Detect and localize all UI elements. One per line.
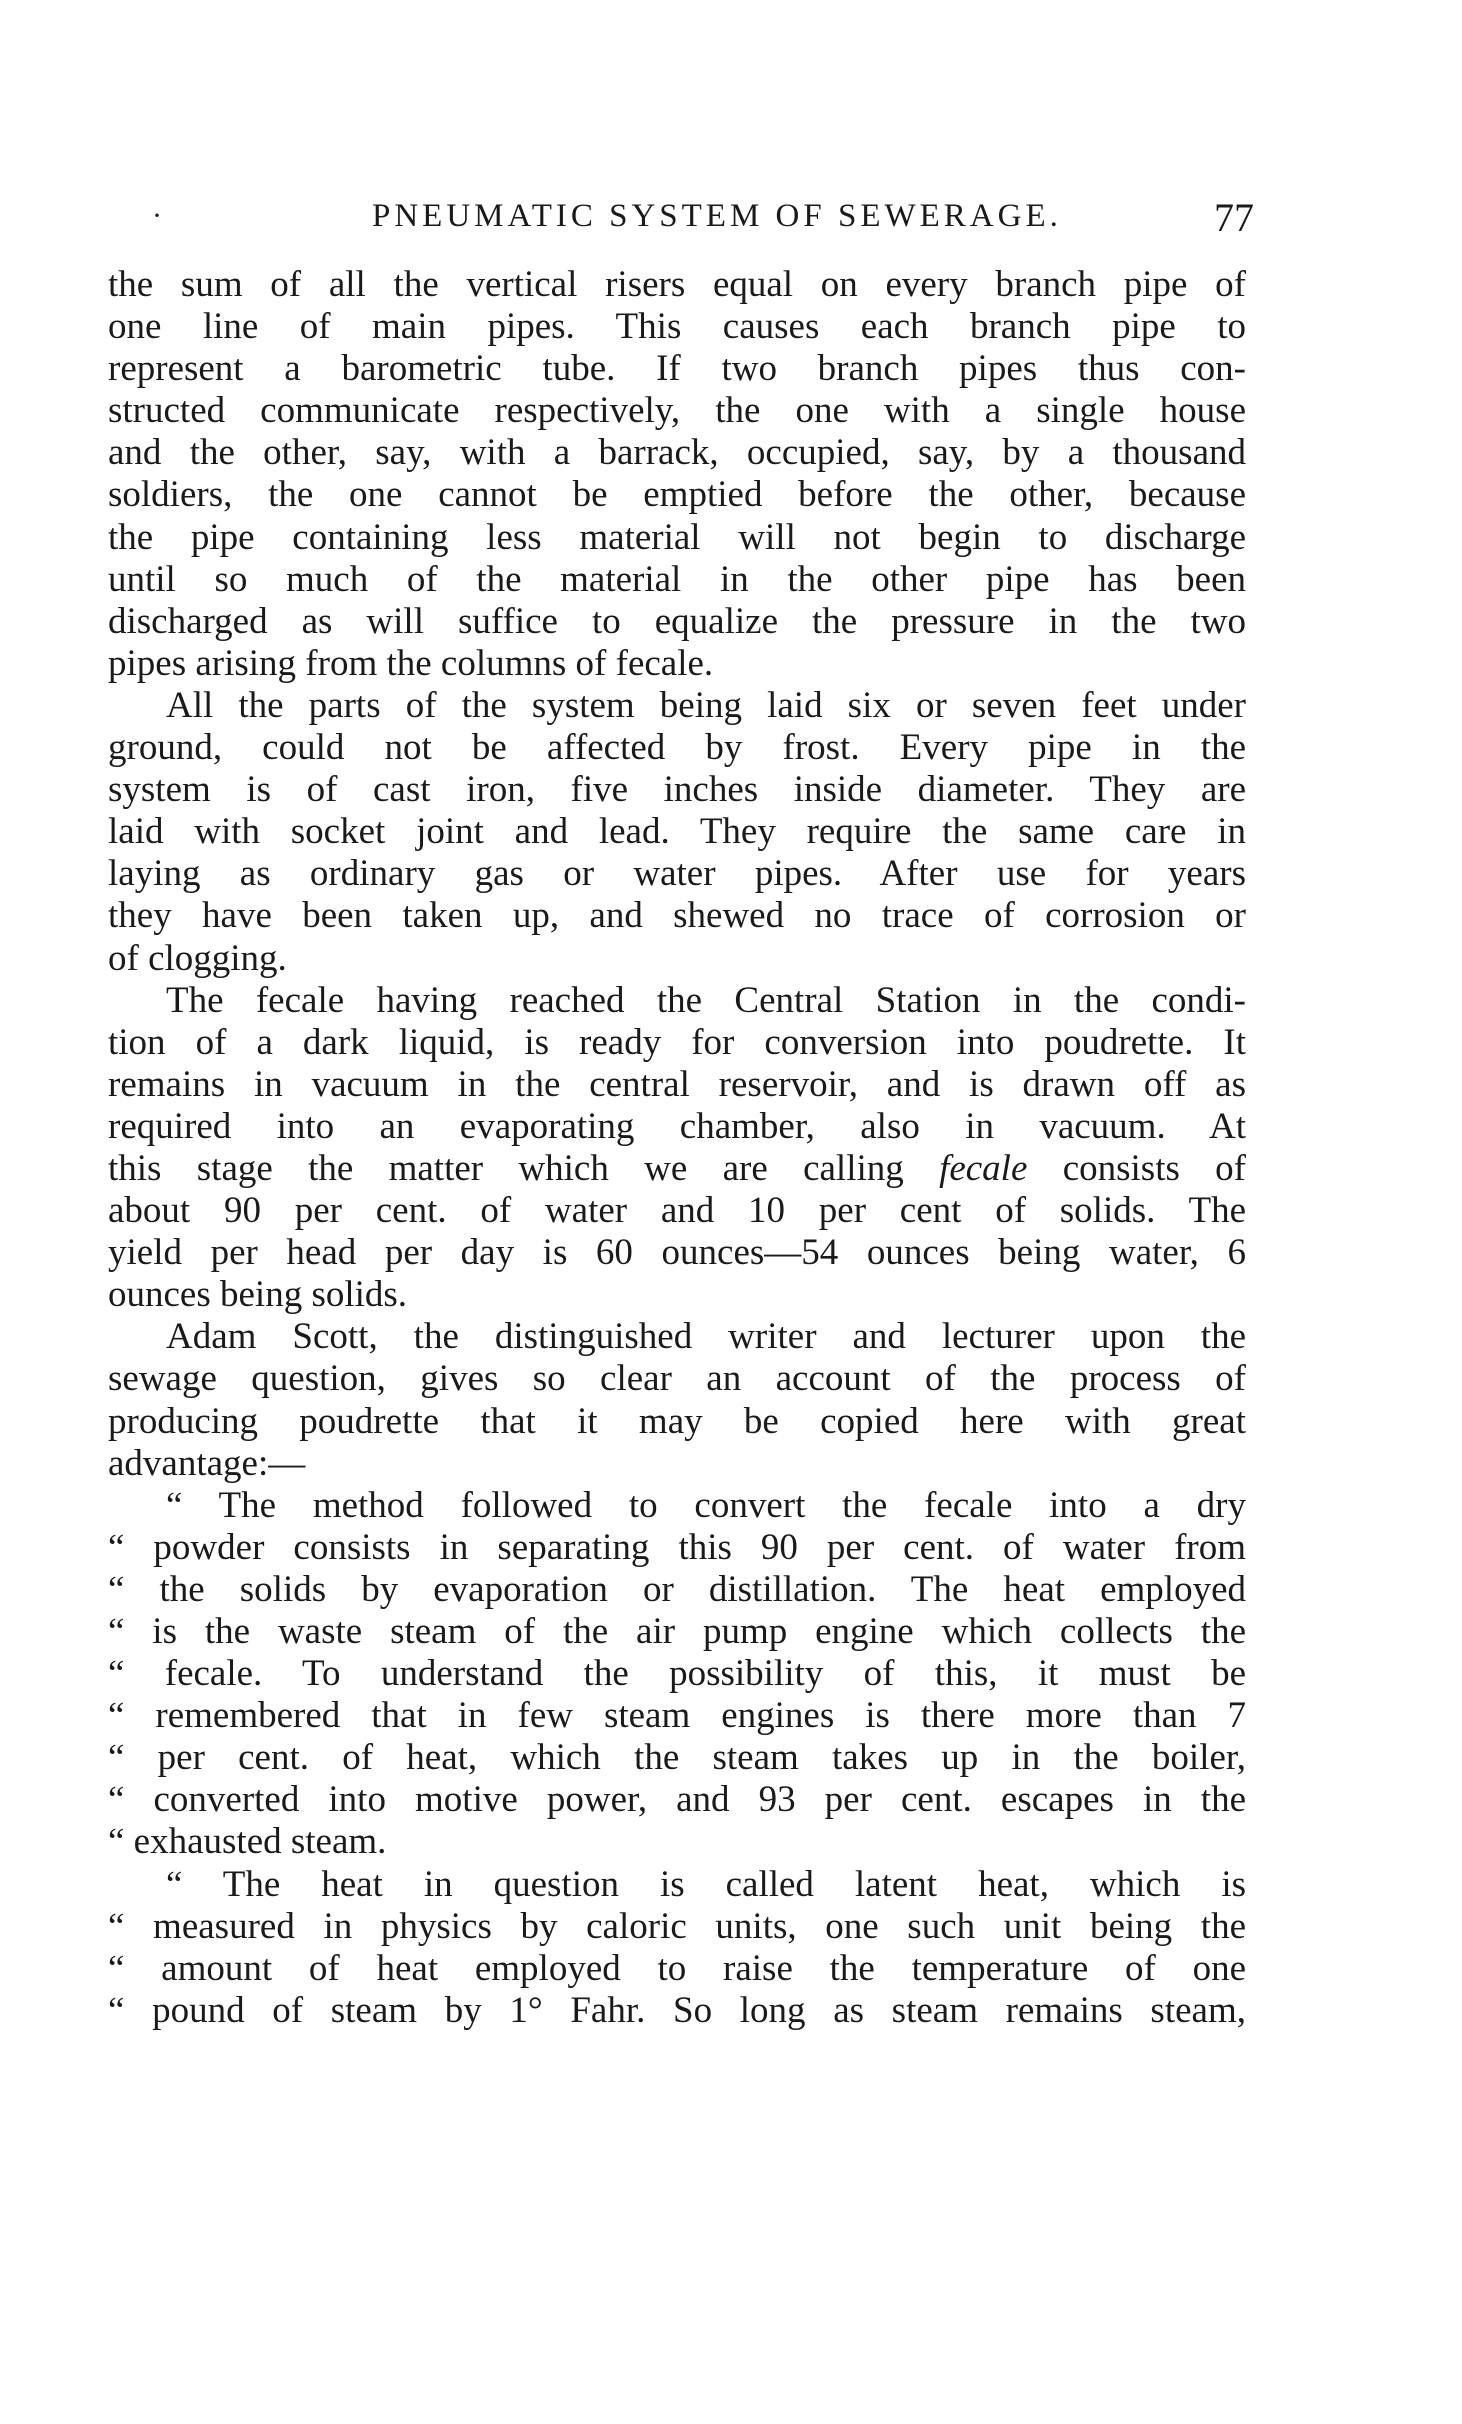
italic-term: fecale xyxy=(939,1147,1028,1189)
text-line: tion of a dark liquid, is ready for conversion into poudrette. It xyxy=(108,1021,1246,1063)
quote-line: “ exhausted steam. xyxy=(108,1821,387,1863)
quote-line: “ powder consists in separating this 90 per cent. of water from xyxy=(108,1526,1246,1568)
quote-line: “ The method followed to convert the fecale into a dry xyxy=(166,1484,1246,1526)
quote-line: “ per cent. of heat, which the steam takes up in the boiler, xyxy=(108,1737,1246,1779)
text-line: soldiers, the one cannot be emptied before the other, because xyxy=(108,474,1246,516)
quotation-paragraph-2 xyxy=(108,1864,1246,2032)
text-line: ounces being solids. xyxy=(108,1274,408,1316)
quote-line: “ the solids by evaporation or distillation. The heat employed xyxy=(108,1568,1246,1610)
text-line: producing poudrette that it may be copied here with great xyxy=(108,1400,1246,1442)
text-line: discharged as will suffice to equalize the pressure in the two xyxy=(108,600,1246,642)
text-line: All the parts of the system being laid six or seven feet under xyxy=(166,684,1246,726)
running-head xyxy=(100,196,1300,246)
text-line: advantage:— xyxy=(108,1442,306,1484)
text-line: remains in vacuum in the central reservoir, and is drawn off as xyxy=(108,1063,1246,1105)
text-line: the sum of all the vertical risers equal on every branch pipe of xyxy=(108,264,1246,305)
text-line: this stage the matter which we are calling fecale consists of xyxy=(108,1147,1247,1189)
text-line: Adam Scott, the distinguished writer and lecturer upon the xyxy=(166,1316,1246,1358)
text-line: laying as ordinary gas or water pipes. After use for years xyxy=(108,853,1246,895)
running-title: PNEUMATIC SYSTEM OF SEWERAGE. xyxy=(372,198,1062,234)
text-line: system is of cast iron, five inches inside diameter. They are xyxy=(108,769,1246,811)
text-line: ground, could not be affected by frost. Every pipe in the xyxy=(108,727,1246,769)
text-line: until so much of the material in the other pipe has been xyxy=(108,558,1246,600)
paragraph-1 xyxy=(108,264,1246,685)
quote-line: “ is the waste steam of the air pump engine which collects the xyxy=(108,1611,1246,1652)
quote-line: “ measured in physics by caloric units, one such unit being the xyxy=(108,1905,1246,1947)
text-line: the pipe containing less material will not begin to discharge xyxy=(108,516,1246,558)
quote-line: “ The heat in question is called latent heat, which is xyxy=(166,1863,1246,1905)
text-line: required into an evaporating chamber, also in vacuum. At xyxy=(108,1105,1246,1147)
paragraph-2 xyxy=(108,685,1246,980)
head-mark: · xyxy=(152,199,162,232)
text-line: they have been taken up, and shewed no trace of corrosion or xyxy=(108,895,1246,937)
text-line: about 90 per cent. of water and 10 per cent of solids. The xyxy=(108,1190,1246,1232)
text-line: of clogging. xyxy=(108,937,287,979)
text-line: represent a barometric tube. If two branch pipes thus con- xyxy=(108,348,1246,390)
text-line: yield per head per day is 60 ounces—54 ounces being water, 6 xyxy=(108,1232,1246,1274)
text-line: one line of main pipes. This causes each branch pipe to xyxy=(108,306,1246,348)
quote-line: “ amount of heat employed to raise the temperature of one xyxy=(108,1947,1246,1989)
text-line: sewage question, gives so clear an account of the process of xyxy=(108,1358,1246,1400)
paragraph-3 xyxy=(108,980,1246,1317)
quote-line: “ remembered that in few steam engines is there more than 7 xyxy=(108,1695,1246,1737)
body-text xyxy=(108,264,1246,2032)
paragraph-4 xyxy=(108,1316,1246,1484)
page-number: 77 xyxy=(1214,195,1254,240)
text-line: and the other, say, with a barrack, occupied, say, by a thousand xyxy=(108,432,1246,474)
text-line: The fecale having reached the Central Station in the condi- xyxy=(166,979,1246,1021)
quote-line: “ converted into motive power, and 93 per cent. escapes in the xyxy=(108,1779,1246,1821)
text-line: pipes arising from the columns of fecale. xyxy=(108,642,714,684)
quote-line: “ pound of steam by 1° Fahr. So long as steam remains steam, xyxy=(108,1989,1246,2031)
quotation-paragraph-1 xyxy=(108,1485,1246,1864)
text-line: laid with socket joint and lead. They require the same care in xyxy=(108,811,1246,853)
quote-line: “ fecale. To understand the possibility of this, it must be xyxy=(108,1653,1246,1695)
text-line: structed communicate respectively, the one with a single house xyxy=(108,390,1246,432)
